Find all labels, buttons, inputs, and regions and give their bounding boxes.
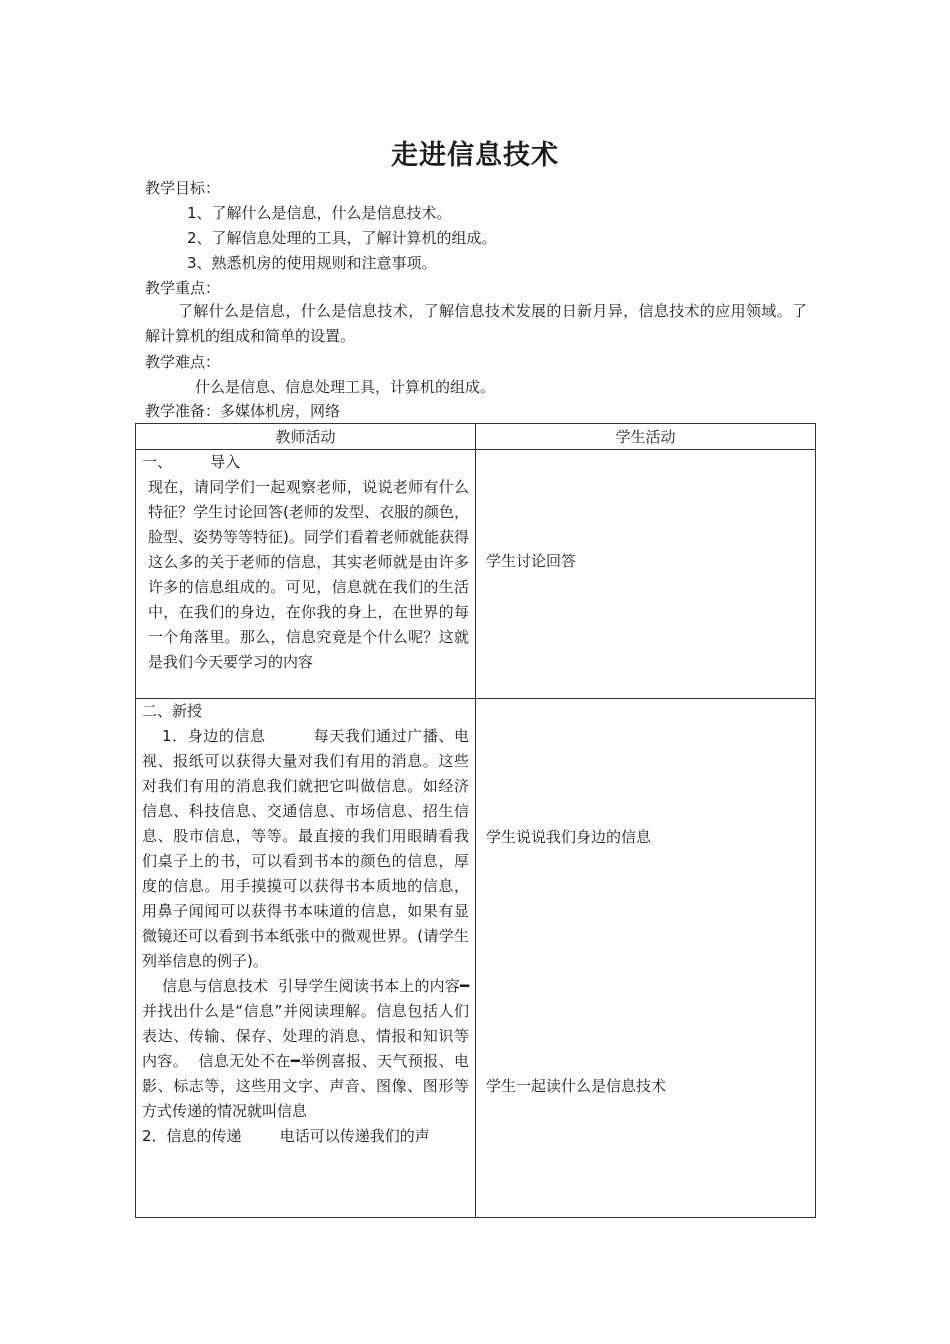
goals-heading: 教学目标：: [145, 179, 221, 197]
difficulty-heading: 教学难点：: [145, 353, 221, 371]
new-lesson-heading: 二、新授: [142, 702, 203, 720]
student-activity-text: 学生说说我们身边的信息: [486, 828, 652, 846]
teacher-cell-new-lesson: [136, 699, 476, 1218]
goal-item-2: 2、了解信息处理的工具，了解计算机的组成。: [187, 229, 497, 247]
new-lesson-paragraph-1: 1．身边的信息 每天我们通过广播、电视、报纸可以获得大量对我们有用的消息。这些对我们有用的消息我们就把它叫做信息。如经济信息、科技信息、交通信息、市场信息、招生信息、股市信息，等等。最直接的我们用眼睛看我们桌子上的书，可以看到书本的颜色的信息，厚度的信息。用手摸摸可以获得书本质地的信息，用鼻子闻闻可以获得书本味道的信息，如果有显微镜还可以看到书本纸张中的微观世界。(请学生列举信息的例子)。: [142, 727, 469, 970]
difficulty-text: 什么是信息、信息处理工具，计算机的组成。: [195, 378, 496, 396]
header-student-activity: 学生活动: [476, 424, 816, 450]
intro-heading: 一、 导入: [142, 453, 241, 471]
table-header-row: [136, 424, 816, 450]
lesson-table: [135, 423, 816, 1218]
new-lesson-paragraph-3: 2．信息的传递 电话可以传递我们的声: [142, 1127, 430, 1145]
key-points-text: 了解什么是信息，什么是信息技术，了解信息技术发展的日新月异，信息技术的应用领域。了解计算机的组成和简单的设置。: [145, 302, 807, 345]
student-activity-text: 学生讨论回答: [486, 552, 577, 570]
student-cell-new-lesson: [476, 699, 816, 1218]
key-points-heading: 教学重点：: [145, 279, 221, 297]
goal-item-3: 3、熟悉机房的使用规则和注意事项。: [187, 254, 437, 272]
new-lesson-paragraph-2: 信息与信息技术 引导学生阅读书本上的内容━并找出什么是“信息”并阅读理解。信息包括人们表达、传输、保存、处理的消息、情报和知识等内容。 信息无处不在━举例喜报、天气预报、电影、标志等，这些用文字、声音、图像、图形等方式传递的情况就叫信息: [142, 977, 469, 1120]
student-activity-text: 学生一起读什么是信息技术: [486, 1077, 667, 1095]
table-row: [136, 450, 816, 699]
intro-text: 现在，请同学们一起观察老师，说说老师有什么特征？学生讨论回答(老师的发型、衣服的颜色，脸型、姿势等等特征)。同学们看着老师就能获得这么多的关于老师的信息，其实老师就是由许多许多的信息组成的。可见，信息就在我们的生活中，在我们的身边，在你我的身上，在世界的每一个角落里。那么，信息究竟是个什么呢？这就是我们今天要学习的内容: [148, 478, 469, 671]
document-title: 走进信息技术: [391, 140, 559, 171]
student-cell-intro: [476, 450, 816, 699]
goal-item-1: 1、了解什么是信息，什么是信息技术。: [187, 204, 452, 222]
table-row: [136, 699, 816, 1218]
preparation-line: 教学准备：多媒体机房，网络: [145, 402, 341, 420]
header-teacher-activity: 教师活动: [136, 424, 476, 450]
teacher-cell-intro: [136, 450, 476, 699]
